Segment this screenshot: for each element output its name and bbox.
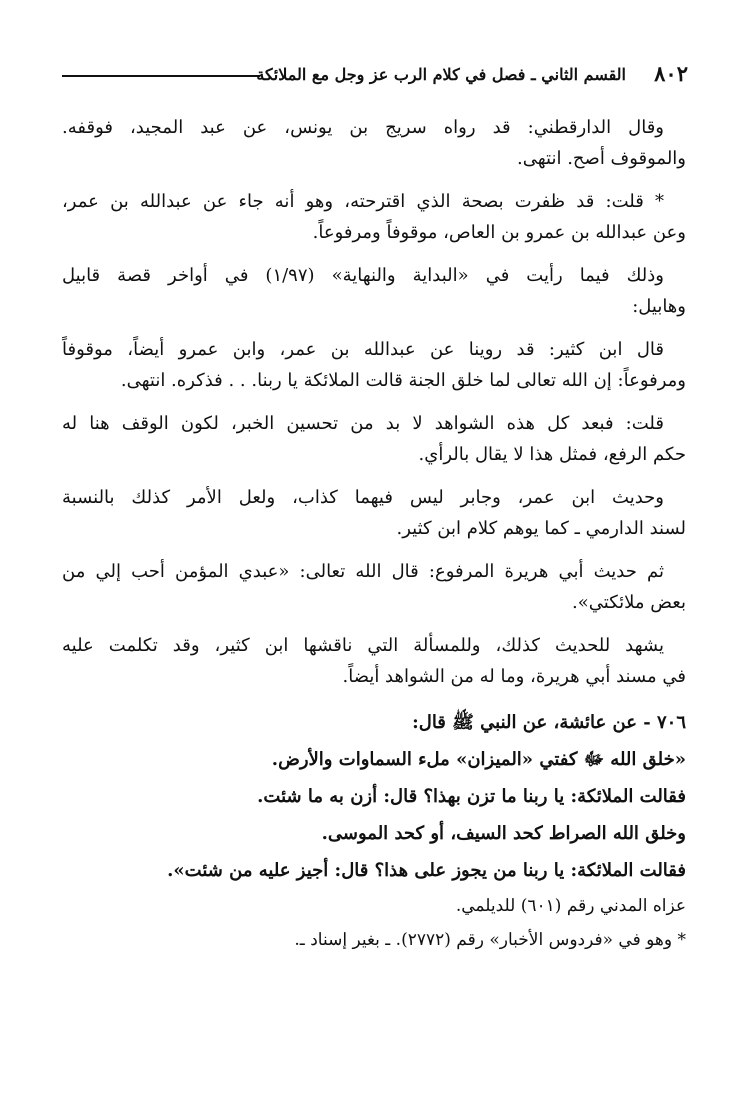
text-line: وحديث ابن عمر، وجابر ليس فيهما كذاب، ولعل الأمر كذلك بالنسبة [62,487,664,508]
hadith-line: وخلق الله الصراط كحد السيف، أو كحد الموسى. [321,823,686,844]
page-number: ٨٠٢ [654,61,688,86]
paragraph-witness [62,630,686,692]
source-line: * وهو في «فردوس الأخبار» رقم (٢٧٧٢). ـ بغير إسناد ـ. [294,930,686,950]
hadith-706 [62,704,686,889]
text-line: والموقوف أصح. انتهى. [517,148,686,169]
text-line: ومرفوعاً: إن الله تعالى لما خلق الجنة قالت الملائكة يا ربنا. . . فذكره. انتهى. [120,370,686,391]
text-line: وقال الدارقطني: قد رواه سريج بن يونس، عن عبد المجيد، فوقفه. [62,117,664,138]
text-line: حكم الرفع، فمثل هذا لا يقال بالرأي. [418,444,686,465]
hadith-heading: ٧٠٦ - عن عائشة، عن النبي ﷺ قال: [412,712,686,733]
text-line: وذلك فيما رأيت في «البداية والنهاية» (١/٩٧) في أواخر قصة قابيل [62,265,664,286]
text-line: قلت: فبعد كل هذه الشواهد لا بد من تحسين الخبر، لكون الوقف هنا له [62,413,664,434]
source-line: عزاه المدني رقم (٦٠١) للديلمي. [455,896,686,916]
header-rule [62,75,260,77]
paragraph-bidaya-reference [62,260,686,322]
hadith-line: فقالت الملائكة: يا ربنا من يجوز على هذا؟ قال: أجيز عليه من شئت». [167,860,686,881]
paragraph-author-note [62,186,686,248]
paragraph-abu-hurayra [62,556,686,618]
paragraph-ibn-kathir-quote [62,334,686,396]
text-line: قال ابن كثير: قد روينا عن عبدالله بن عمر، وابن عمرو أيضاً، موقوفاً [62,339,664,360]
text-line: وهابيل: [632,296,686,317]
body-text [62,112,686,957]
hadith-line: «خلق الله ﷻ كفتي «الميزان» ملء السماوات والأرض. [271,749,686,770]
text-line: في مسند أبي هريرة، وما له من الشواهد أيضاً. [342,666,686,687]
running-title: القسم الثاني ـ فصل في كلام الرب عز وجل مع الملائكة [256,65,626,84]
text-line: * قلت: قد ظفرت بصحة الذي اقترحته، وهو أنه جاء عن عبدالله بن عمر، [62,191,664,212]
text-line: وعن عبدالله بن عمرو بن العاص، موقوفاً ومرفوعاً. [312,222,686,243]
text-line: لسند الدارمي ـ كما يوهم كلام ابن كثير. [396,518,686,539]
paragraph-ibn-umar-jabir [62,482,686,544]
hadith-sources [62,889,686,957]
text-line: بعض ملائكتي». [572,592,686,613]
paragraph-daraqutni [62,112,686,174]
page-header [62,60,688,96]
text-line: يشهد للحديث كذلك، وللمسألة التي ناقشها ابن كثير، وقد تكلمت عليه [62,635,664,656]
text-line: ثم حديث أبي هريرة المرفوع: قال الله تعالى: «عبدي المؤمن أحب إلي من [62,561,664,582]
paragraph-conclusion [62,408,686,470]
hadith-line: فقالت الملائكة: يا ربنا ما تزن بهذا؟ قال: أزن به ما شئت. [257,786,686,807]
